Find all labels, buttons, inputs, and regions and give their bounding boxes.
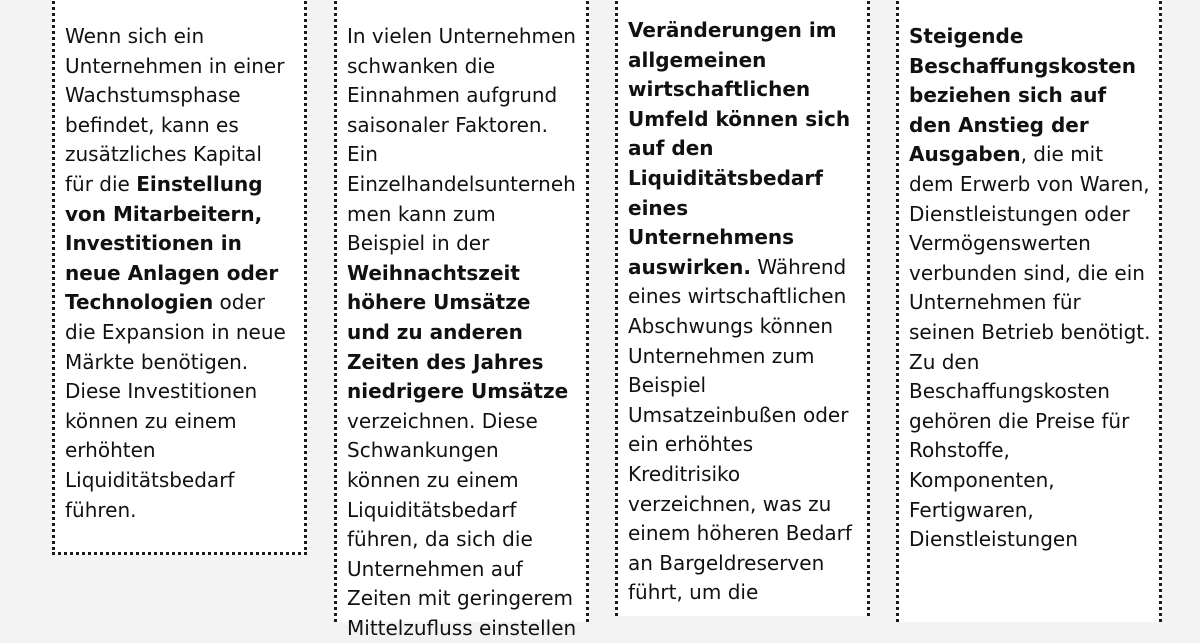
card-text-segment: , die mit dem Erwerb von Waren, Dienstleistungen oder Vermögenswerten verbunden sind, die ein Unternehmen für seinen Betrieb benötigt. Zu den Beschaffungskosten gehören die Preise für Rohstoffe, Komponenten, Fertigwaren, Dienstleistungen <box>909 142 1151 552</box>
card-text-emphasis: Steigende Beschaffungskosten beziehen sich auf den Anstieg der Ausgaben <box>909 24 1136 167</box>
card-text <box>65 22 296 525</box>
card-text-emphasis: Veränderungen im allgemeinen wirtschaftlichen Umfeld können sich auf den Liquiditätsbedarf eines Unternehmens auswirken. <box>628 18 851 279</box>
info-card-seasonal-factors <box>334 0 589 640</box>
card-text-segment: verzeichnen. Diese Schwankungen können zu einem Liquiditätsbedarf führen, da sich die Unternehmen auf Zeiten mit geringerem Mittelzufluss einstellen <box>347 408 577 640</box>
card-text-segment: Wenn sich ein Unternehmen in einer Wachstumsphase befindet, kann es zusätzliches Kapital für die <box>65 24 285 196</box>
info-card-growth-phase <box>52 0 307 555</box>
card-text-segment: In vielen Unternehmen schwanken die Einnahmen aufgrund saisonaler Faktoren. Ein Einzelhandelsunternehmen kann zum Beispiel in der <box>347 24 576 256</box>
card-text-emphasis: Einstellung von Mitarbeitern, Investitionen in neue Anlagen oder Technologien <box>65 171 279 315</box>
card-text-segment: Während eines wirtschaftlichen Abschwungs können Unternehmen zum Beispiel Umsatzeinbußen oder ein erhöhtes Kreditrisiko verzeichnen, was zu einem höheren Bedarf an Bargeldreserven führt, um die <box>628 254 852 605</box>
card-text <box>628 16 859 608</box>
card-text-segment: oder die Expansion in neue Märkte benötigen. Diese Investitionen können zu einem erhöhten Liquiditätsbedarf führen. <box>65 290 286 522</box>
info-card-economic-environment <box>615 0 870 616</box>
card-text <box>347 22 578 643</box>
card-text-emphasis: Weihnachtszeit höhere Umsätze und zu anderen Zeiten des Jahres niedrigere Umsätze <box>347 260 569 404</box>
info-card-procurement-costs <box>896 0 1162 622</box>
card-text <box>909 22 1151 555</box>
